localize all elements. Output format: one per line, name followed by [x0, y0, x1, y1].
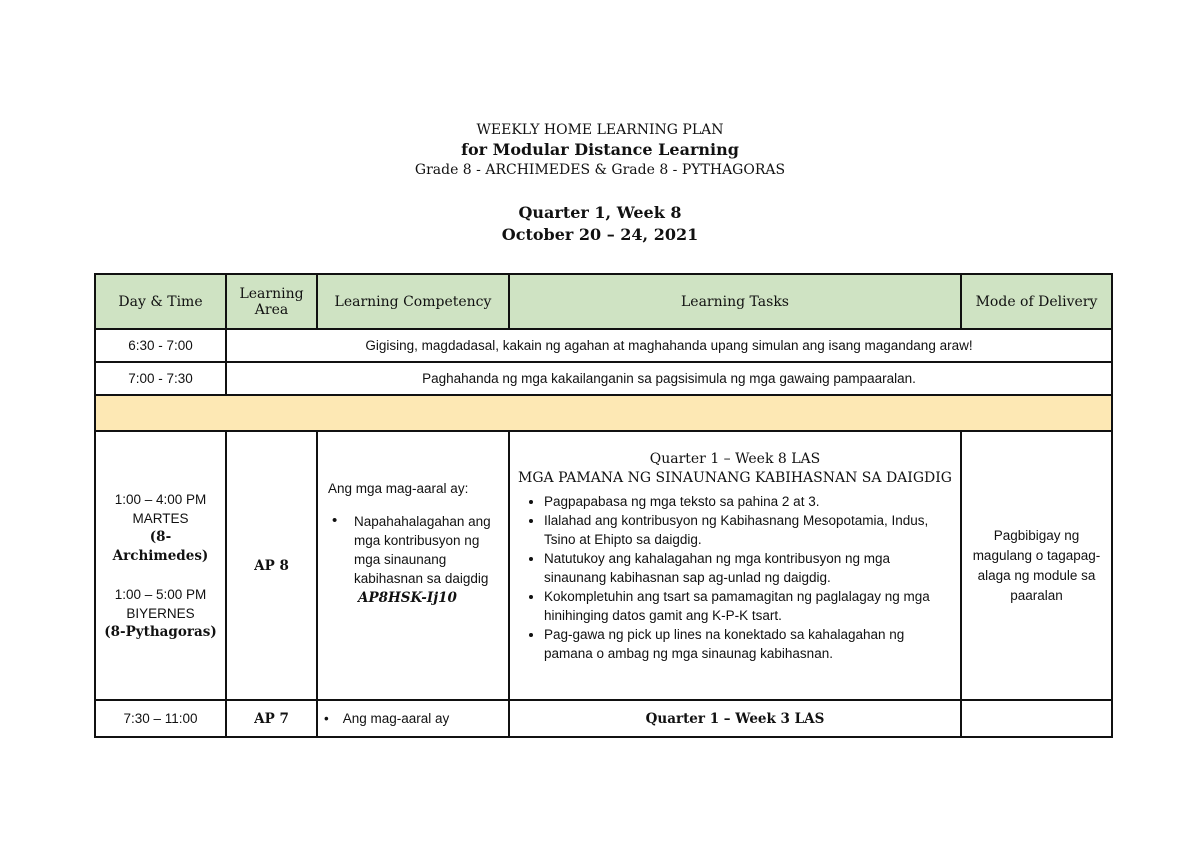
row-activity: Gigising, magdadasal, kakain ng agahan at maghahanda upang simulan ang isang magandang araw! — [226, 329, 1112, 362]
schedule-cell — [95, 431, 226, 700]
plan-header — [0, 120, 1200, 246]
task-list — [516, 492, 954, 663]
header-dates: October 20 – 24, 2021 — [501, 225, 699, 244]
competency-code: AP8HSK-Ij10 — [358, 590, 457, 606]
header-grade: Grade 8 - ARCHIMEDES & Grade 8 - PYTHAGORAS — [414, 162, 786, 178]
las-title: Quarter 1 – Week 3 LAS — [509, 700, 961, 737]
competency-intro: Ang mga mag-aaral ay: — [328, 481, 469, 496]
row-activity: Paghahanda ng mga kakailanganin sa pagsisimula ng mga gawaing pampaaralan. — [226, 362, 1112, 395]
col-day-time: Day & Time — [95, 274, 226, 329]
table-header-row — [95, 274, 1112, 329]
table-row — [95, 329, 1112, 362]
list-item: • Natutukoy ang kahalagahan ng mga kontribusyon ng mga sinaunang kabihasnan sap ag-unlad ng daigdig. — [544, 549, 954, 587]
header-title: WEEKLY HOME LEARNING PLAN — [476, 122, 724, 138]
col-mode-of-delivery: Mode of Delivery — [961, 274, 1112, 329]
competency-cell: • Ang mag-aaral ay — [317, 700, 509, 737]
learning-plan-table — [94, 273, 1113, 738]
day1-section: (8-Archimedes) — [112, 528, 209, 564]
list-item: • Kokompletuhin ang tsart sa pamamagitan ng paglalagay ng mga hinihinging datos gamit ang K-P-K tsart. — [544, 587, 954, 625]
list-item: • Ilalahad ang kontribusyon ng Kabihasnang Mesopotamia, Indus, Tsino at Ehipto sa daigdig. — [544, 511, 954, 549]
mode-of-delivery: Pagbibigay ng magulang o tagapag-alaga ng module sa paaralan — [961, 431, 1112, 700]
mode-of-delivery — [961, 700, 1112, 737]
table-row-ap8 — [95, 431, 1112, 700]
day2-name: BIYERNES — [126, 605, 195, 621]
row-time: 7:00 - 7:30 — [95, 362, 226, 395]
row-time: 7:30 – 11:00 — [95, 700, 226, 737]
list-item: • Pag-gawa ng pick up lines na konektado sa kahalagahan ng pamana o ambag ng mga sinaunag kabihasnan. — [544, 625, 954, 663]
list-item: • Pagpapabasa ng mga teksto sa pahina 2 at 3. — [544, 492, 954, 511]
day2-time: 1:00 – 5:00 PM — [114, 586, 207, 602]
table-row — [95, 362, 1112, 395]
table-row-ap7 — [95, 700, 1112, 737]
break-row — [95, 395, 1112, 431]
tasks-cell — [509, 431, 961, 700]
competency-item: • Napahahalagahan ang mga kontribusyon ng mga sinaunang kabihasnan sa daigdig AP8HSK-Ij10 — [354, 512, 502, 608]
day1-name: MARTES — [132, 510, 189, 526]
competency-text: Ang mag-aaral ay — [342, 711, 450, 726]
break-cell — [95, 395, 1112, 431]
learning-area: AP 8 — [226, 431, 317, 700]
day1-time: 1:00 – 4:00 PM — [114, 491, 207, 507]
las-subtitle: MGA PAMANA NG SINAUNANG KABIHASNAN SA DAIGDIG — [518, 470, 952, 486]
header-subtitle: for Modular Distance Learning — [461, 140, 739, 159]
competency-cell — [317, 431, 509, 700]
day2-section: (8-Pythagoras) — [104, 623, 217, 640]
col-learning-area: Learning Area — [226, 274, 317, 329]
learning-area: AP 7 — [226, 700, 317, 737]
las-title: Quarter 1 – Week 8 LAS — [649, 451, 821, 467]
row-time: 6:30 - 7:00 — [95, 329, 226, 362]
col-learning-tasks: Learning Tasks — [509, 274, 961, 329]
col-learning-competency: Learning Competency — [317, 274, 509, 329]
header-quarter: Quarter 1, Week 8 — [518, 203, 682, 222]
